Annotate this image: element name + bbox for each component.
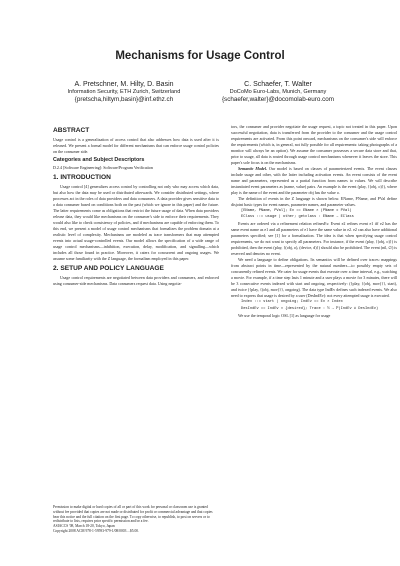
copyright-footnote — [53, 505, 219, 534]
author-affiliation: Information Security, ETH Zurich, Switzerland — [67, 88, 181, 95]
z-schema-line: EClass ::= usage | other; getclass : EName → EClass — [241, 215, 354, 220]
author-block-right — [198, 81, 358, 104]
right-column — [231, 124, 397, 319]
permission-notice: Permission to make digital or hard copies of all or part of this work for personal or classroom use is granted without fee provided that copies are not made or distributed for profit or commercial advantage and that copies bear this notice and the full citation on the first page. To copy otherwise, to republish, to post on servers or to redistribute to lists, requires prior specific permission and/or a fee. — [53, 505, 213, 524]
right-paragraph: The definition of events in the Z language is shown below. EName, PName, and PVal define disjoint basic types for event names, parameter names, and parameter values. — [231, 196, 397, 207]
introduction-text: Usage control [4] generalizes access control by controlling not only who may access which data, but also how the data may be used or distributed afterwards. We consider distributed settings, where processes act in the roles of data providers and data consumers. A data provider gives sensitive data to a data consumer based on conditions both on the past (which we ignore in this paper) and the future. The latter requirements come as obligations that restrict the future usage of data. When data providers release data, they would like mechanisms on the consumer's side to enforce their requirements. They would also like to check consistency of policies, and if mechanisms are capable of enforcing them. To this end, we present a model of usage control mechanisms that formalizes the problem domain at a realistic level of complexity. Mechanisms are modeled as trace transformers that map attempted events into actual usage-controlled events. Our model allows the specification of a wide range of usage control mechanisms—inhibition, execution, delay, modification, and signalling—which includes all those found in practice. Moreover, it caters for concurrent and ongoing usages. We assume some familiarity with the Z language, the formalism employed in this paper. — [53, 184, 219, 261]
semantic-model-label: Semantic Model. — [238, 166, 267, 171]
author-affiliation: DoCoMo Euro-Labs, Munich, Germany — [229, 88, 327, 95]
z-schema-line: DesIndEv == IndEv × {desired}; Trace : ℕ → ℙ(IndEv ∪ DesIndEv) — [241, 306, 379, 311]
copyright-line: Copyright 2008 ACM 978-1-59593-979-1/08/0003 ...$5.00. — [53, 528, 139, 533]
author-email: {pretscha,hiltym,basin}@inf.ethz.ch — [74, 96, 174, 104]
section-introduction-heading: 1. INTRODUCTION — [53, 174, 111, 181]
author-email: {schaefer,walter}@docomolab-euro.com — [221, 96, 335, 104]
right-paragraph: We use the temporal logic OSL [1] as language for usage — [238, 312, 331, 318]
conference-line: ASIACCS '08, March 18-20, Tokyo, Japan — [53, 524, 115, 529]
abstract-heading: ABSTRACT — [53, 127, 90, 134]
author-names: C. Schaefer, T. Walter — [244, 81, 312, 88]
right-paragraph: Events are ordered via a refinement relation refinesEv. Event e2 refines event e1 iff e2 has the same event name as e1 and all parameters of e1 have the same value in e2. e2 can also have additional parameters specified; see [1] for a formalization. The idea is that when specifying usage control requirements, we do not want to specify all parameters. For instance, if the event (play, {(obj, o)}) is prohibited, then the event (play, {(obj, o), (device, d)}) should also be prohibited. The event (nil, ∅) is reserved and denotes no event. — [231, 221, 397, 257]
categories-heading: Categories and Subject Descriptors — [53, 157, 145, 163]
right-paragraph: tors, the consumer and provider negotiate the usage request, a topic not treated in this paper. Upon successful negotiation, data is transferred from the provider to the consumer and the usage control requirements are activated. From this point onward, mechanisms on the consumer's side will enforce the requirements (which is, in general, not fully possible for all requirements: taking photographs of a monitor will always be an option). We assume the consumer possesses a secure data store and that, prior to usage, all data is routed through usage control mechanisms whenever it leaves the store. This paper's sole focus is on the mechanisms. — [231, 124, 397, 165]
setup-text: Usage control requirements are negotiated between data providers and consumers, and enforced using consumer-side mechanisms. Data consumers request data. Using negotia- — [53, 275, 219, 286]
author-block-left — [44, 81, 204, 104]
author-names: A. Pretschner, M. Hilty, D. Basin — [74, 81, 174, 88]
semantic-model-text: Our model is based on classes of parameterized events. The event classes include usage and other, with the latter including activation events. An event consists of the event name and parameters, represented as a partial function from names to values. We will describe instantiated event parameters as (name, value) pairs. An example is the event (play, {(obj, o)}), where play is the name of the event and the parameter obj has the value o. — [231, 166, 398, 195]
categories-text: D.2.4 [Software Engineering]: Software/Program Verification — [53, 165, 153, 170]
right-paragraph: We need a language to define obligations. Its semantics will be defined over traces: mappings from abstract points in time—represented by the natural numbers—to possibly empty sets of concurrently refined events. We cater for usage events that execute over a time interval, e.g., watching a movie. For example, if a time step lasts 1 minute and a user plays a movie for 3 minutes, there will be 3 consecutive events indexed with start and ongoing, respectively: ({play, {(obj, mov)}}, start), and twice ({play, {(obj, mov)}}, ongoing). The data type IndEv defines such indexed events. We also need to express that usage is desired by a user (DesIndEv): not every attempted usage is executed. — [231, 257, 397, 299]
left-column — [53, 124, 219, 287]
section-setup-heading: 2. SETUP AND POLICY LANGUAGE — [53, 265, 164, 272]
paper-title: Mechanisms for Usage Control — [115, 50, 285, 62]
abstract-text: Usage control is a generalization of access control that also addresses how data is used after it is released. We present a formal model for different mechanisms that can enforce usage control policies on the consumer side. — [53, 137, 219, 154]
semantic-model-paragraph — [231, 166, 397, 196]
z-schema-line: Index ::= start | ongoing; IndEv == Ev × Index — [241, 300, 343, 305]
z-schema-line: [EName, PName, PVal]; Ev == EName × (PName ⇸ PVal) — [241, 209, 352, 213]
